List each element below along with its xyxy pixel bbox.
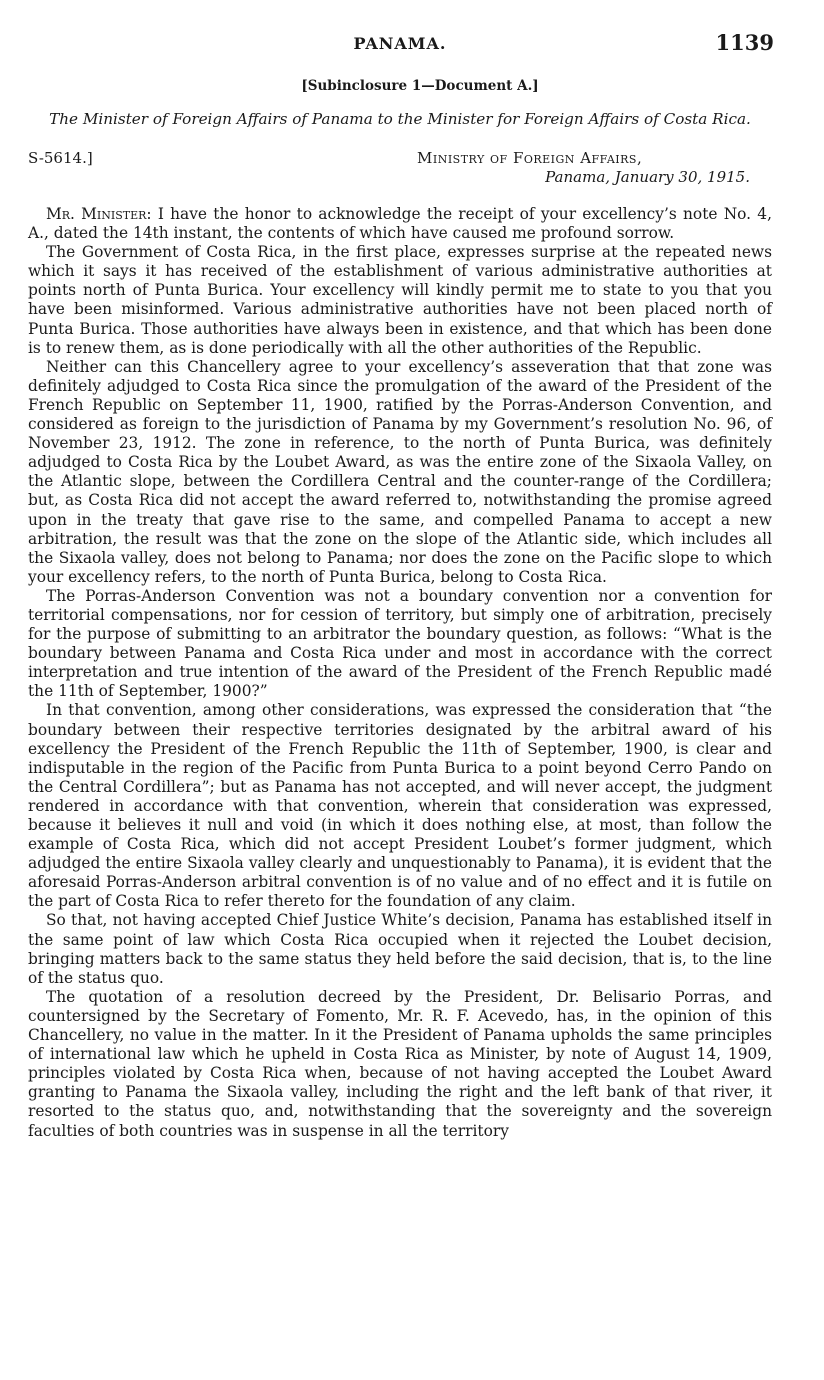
body-paragraph: So that, not having accepted Chief Justice White’s decision, Panama has established itself in the same point of law which Costa Rica occupied when it rejected the Loubet decision, bringing matters back to the same status they held before the said decision, that is, to the line of the status quo. — [28, 911, 772, 987]
body-paragraph: In that convention, among other considerations, was expressed the consideration that “the boundary between their respective territories designated by the arbitral award of his excellency the President of the French Republic the 11th of September, 1900, is clear and indisputable in the region of the Pacific from Punta Burica to a point beyond Cerro Pando on the Central Cordillera”; but as Panama has not accepted, and will never accept, the judgment rendered in accordance with that convention, wherein that consideration was expressed, because it believes it null and void (in which it does nothing else, at most, than follow the example of Costa Rica, which did not accept President Loubet’s former judgment, which adjudged the entire Sixaola valley clearly and unquestionably to Panama), it is evident that the aforesaid Porras-Anderson arbitral convention is of no value and of no effect and it is futile on the part of Costa Rica to refer thereto for the foundation of any claim. — [28, 701, 772, 911]
body-paragraph — [28, 205, 772, 243]
body-paragraph: The Porras-Anderson Convention was not a boundary convention nor a convention for territorial compensations, nor for cession of territory, but simply one of arbitration, precisely for the purpose of submitting to an arbitrator the boundary question, as follows: “What is the boundary between Panama and Costa Rica under and most in accordance with the correct interpretation and true intention of the award of the President of the French Republic madé the 11th of September, 1900?” — [28, 586, 772, 701]
paragraph-text: I have the honor to acknowledge the receipt of your excellency’s note No. 4, A., dated the 14th instant, the contents of which have caused me profound sorrow. — [28, 205, 772, 243]
page-number: 1139 — [715, 30, 774, 55]
reference-number: S-5614.] — [28, 149, 93, 167]
running-title: PANAMA. — [353, 34, 447, 53]
ministry-name: Ministry of Foreign Affairs, — [417, 149, 643, 167]
body-paragraph: Neither can this Chancellery agree to your excellency’s asseveration that that zone was definitely adjudged to Costa Rica since the promulgation of the award of the President of the French Republic on September 11, 1900, ratified by the Porras-Anderson Convention, and considered as foreign to the jurisdiction of Panama by my Government’s resolution No. 96, of November 23, 1912. The zone in reference, to the north of Punta Burica, was definitely adjudged to Costa Rica by the Loubet Award, as was the entire zone of the Sixaola Valley, on the Atlantic slope, between the Cordillera Central and the counter-range of the Cordillera; but, as Costa Rica did not accept the award referred to, notwithstanding the promise agreed upon in the treaty that gave rise to the same, and compelled Panama to accept a new arbitration, the result was that the zone on the slope of the Atlantic side, which includes all the Sixaola valley, does not belong to Panama; nor does the zone on the Pacific slope to which your excellency refers, to the north of Punta Burica, belong to Costa Rica. — [28, 357, 772, 586]
document-title: The Minister of Foreign Affairs of Panama to the Minister for Foreign Affairs of Costa Rica. — [49, 110, 751, 128]
salutation: Mr. Minister: — [46, 205, 152, 223]
letter-body — [28, 205, 772, 1141]
document-page — [28, 28, 772, 1141]
letter-header — [28, 149, 772, 193]
dateline: Panama, January 30, 1915. — [545, 168, 750, 186]
subinclosure-heading: [Subinclosure 1—Document A.] — [301, 78, 539, 94]
running-head — [28, 28, 772, 62]
body-paragraph: The Government of Costa Rica, in the first place, expresses surprise at the repeated news which it says it has received of the establishment of various administrative authorities at points north of Punta Burica. Your excellency will kindly permit me to state to you that you have been misinformed. Various administrative authorities have not been placed north of Punta Burica. Those authorities have always been in existence, and that which has been done is to renew them, as is done periodically with all the other authorities of the Republic. — [28, 243, 772, 357]
body-paragraph: The quotation of a resolution decreed by the President, Dr. Belisario Porras, and countersigned by the Secretary of Fomento, Mr. R. F. Acevedo, has, in the opinion of this Chancellery, no value in the matter. In it the President of Panama upholds the same principles of international law which he upheld in Costa Rica as Minister, by note of August 14, 1909, principles violated by Costa Rica when, because of not having accepted the Loubet Award granting to Panama the Sixaola valley, including the right and the left bank of that river, it resorted to the status quo, and, notwithstanding that the sovereignty and the sovereign faculties of both countries was in suspense in all the territory — [28, 987, 772, 1140]
